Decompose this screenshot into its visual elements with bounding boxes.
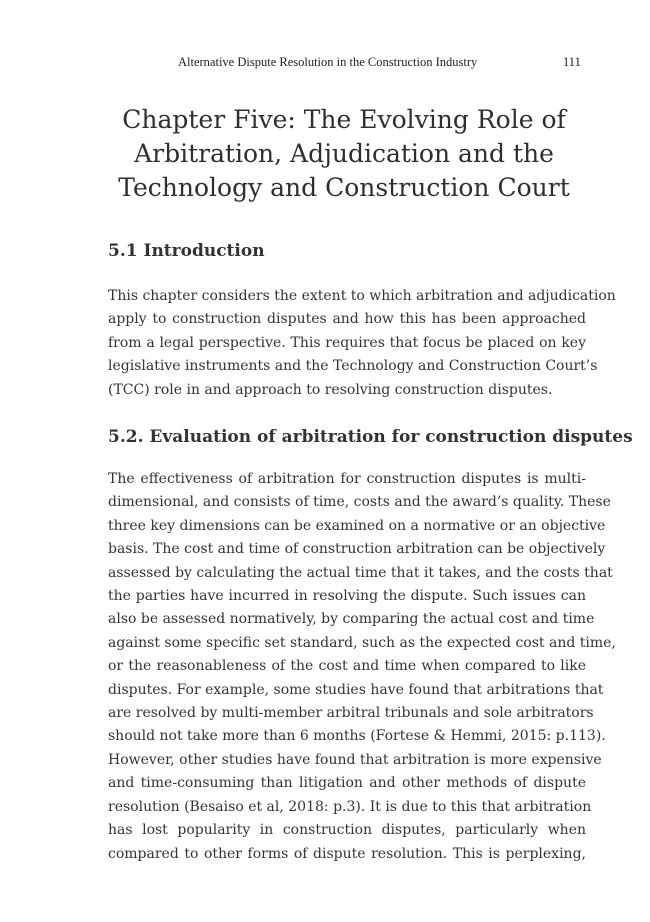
paragraph-introduction xyxy=(108,285,616,402)
text-line: has lost popularity in construction disputes, particularly when xyxy=(108,822,586,839)
chapter-title-line: Arbitration, Adjudication and the xyxy=(134,139,554,168)
text-line: (TCC) role in and approach to resolving construction disputes. xyxy=(108,381,553,398)
text-line: are resolved by multi-member arbitral tribunals and sole arbitrators xyxy=(108,705,594,722)
text-line: dimensional, and consists of time, costs and the award’s quality. These xyxy=(108,494,611,511)
running-header: Alternative Dispute Resolution in the Construction Industry xyxy=(178,55,478,69)
text-line: and time-consuming than litigation and other methods of dispute xyxy=(108,775,586,792)
text-line: However, other studies have found that arbitration is more expensive xyxy=(108,751,602,768)
text-line: legislative instruments and the Technology and Construction Court’s xyxy=(108,358,598,375)
text-line: should not take more than 6 months (Fortese & Hemmi, 2015: p.113). xyxy=(108,728,606,745)
text-line: three key dimensions can be examined on a normative or an objective xyxy=(108,517,606,534)
text-line: disputes. For example, some studies have found that arbitrations that xyxy=(108,681,604,698)
chapter-title xyxy=(70,103,618,205)
text-line: apply to construction disputes and how this has been approached xyxy=(108,311,586,328)
chapter-title-line: Chapter Five: The Evolving Role of xyxy=(122,105,566,134)
text-line: The effectiveness of arbitration for construction disputes is multi- xyxy=(108,471,586,487)
text-line: or the reasonableness of the cost and time when compared to like xyxy=(108,658,586,675)
text-line: also be assessed normatively, by comparing the actual cost and time xyxy=(108,611,595,628)
paragraph-evaluation xyxy=(108,468,616,866)
text-line: assessed by calculating the actual time that it takes, and the costs that xyxy=(108,564,613,581)
text-line: compared to other forms of dispute resolution. This is perplexing, xyxy=(108,845,586,862)
text-line: basis. The cost and time of construction arbitration can be objectively xyxy=(108,541,606,558)
page-number: 111 xyxy=(563,55,581,69)
text-line: against some specific set standard, such as the expected cost and time, xyxy=(108,634,616,651)
text-line: This chapter considers the extent to which arbitration and adjudication xyxy=(108,288,616,304)
text-line: resolution (Besaiso et al, 2018: p.3). It is due to this that arbitration xyxy=(108,798,592,815)
chapter-title-line: Technology and Construction Court xyxy=(118,173,570,202)
section-heading-introduction: 5.1 Introduction xyxy=(108,241,265,261)
text-line: from a legal perspective. This requires that focus be placed on key xyxy=(108,334,586,351)
section-heading-evaluation: 5.2. Evaluation of arbitration for construction disputes xyxy=(108,427,633,447)
text-line: the parties have incurred in resolving the dispute. Such issues can xyxy=(108,588,586,605)
